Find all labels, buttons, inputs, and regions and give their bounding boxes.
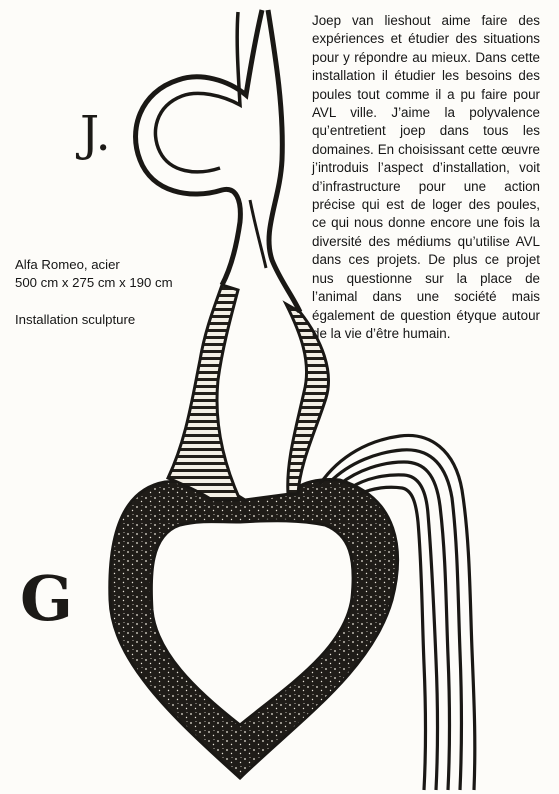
drawing-letter-j: J.	[80, 106, 111, 162]
right-tube	[268, 10, 300, 312]
artwork-dimensions: 500 cm x 275 cm x 190 cm	[15, 275, 173, 291]
artwork-title: Alfa Romeo, acier	[15, 257, 120, 272]
lower-chamber-outline	[110, 480, 398, 778]
artwork-type: Installation sculpture	[15, 311, 136, 327]
drawing-letter-g: G	[20, 562, 73, 635]
artwork-caption	[15, 256, 200, 329]
upper-loop	[136, 10, 262, 285]
center-tube	[250, 200, 266, 268]
upper-loop-inner	[155, 12, 240, 172]
body-paragraph: Joep van lieshout aime faire des expériences et étudier des situations pour y répondre au mieux. Dans cette installation il étudier les besoins des poules tout comme il a pu faire pour AVL ville. J’aime la polyvalence qu’entretient joep dans tous les domaines. En choisissant cette œuvre j’introduis l’aspect d’installation, voit d’infrastructure pour une action précise qui est de loger des poules, ce qui nous donne encore une fois la diversité des médiums qu’utilise AVL dans ces projets. De plus ce projet nus questionne sur la place de l’animal dans une société mais également de question étyque autour de la vie d’être humain.	[312, 13, 540, 341]
